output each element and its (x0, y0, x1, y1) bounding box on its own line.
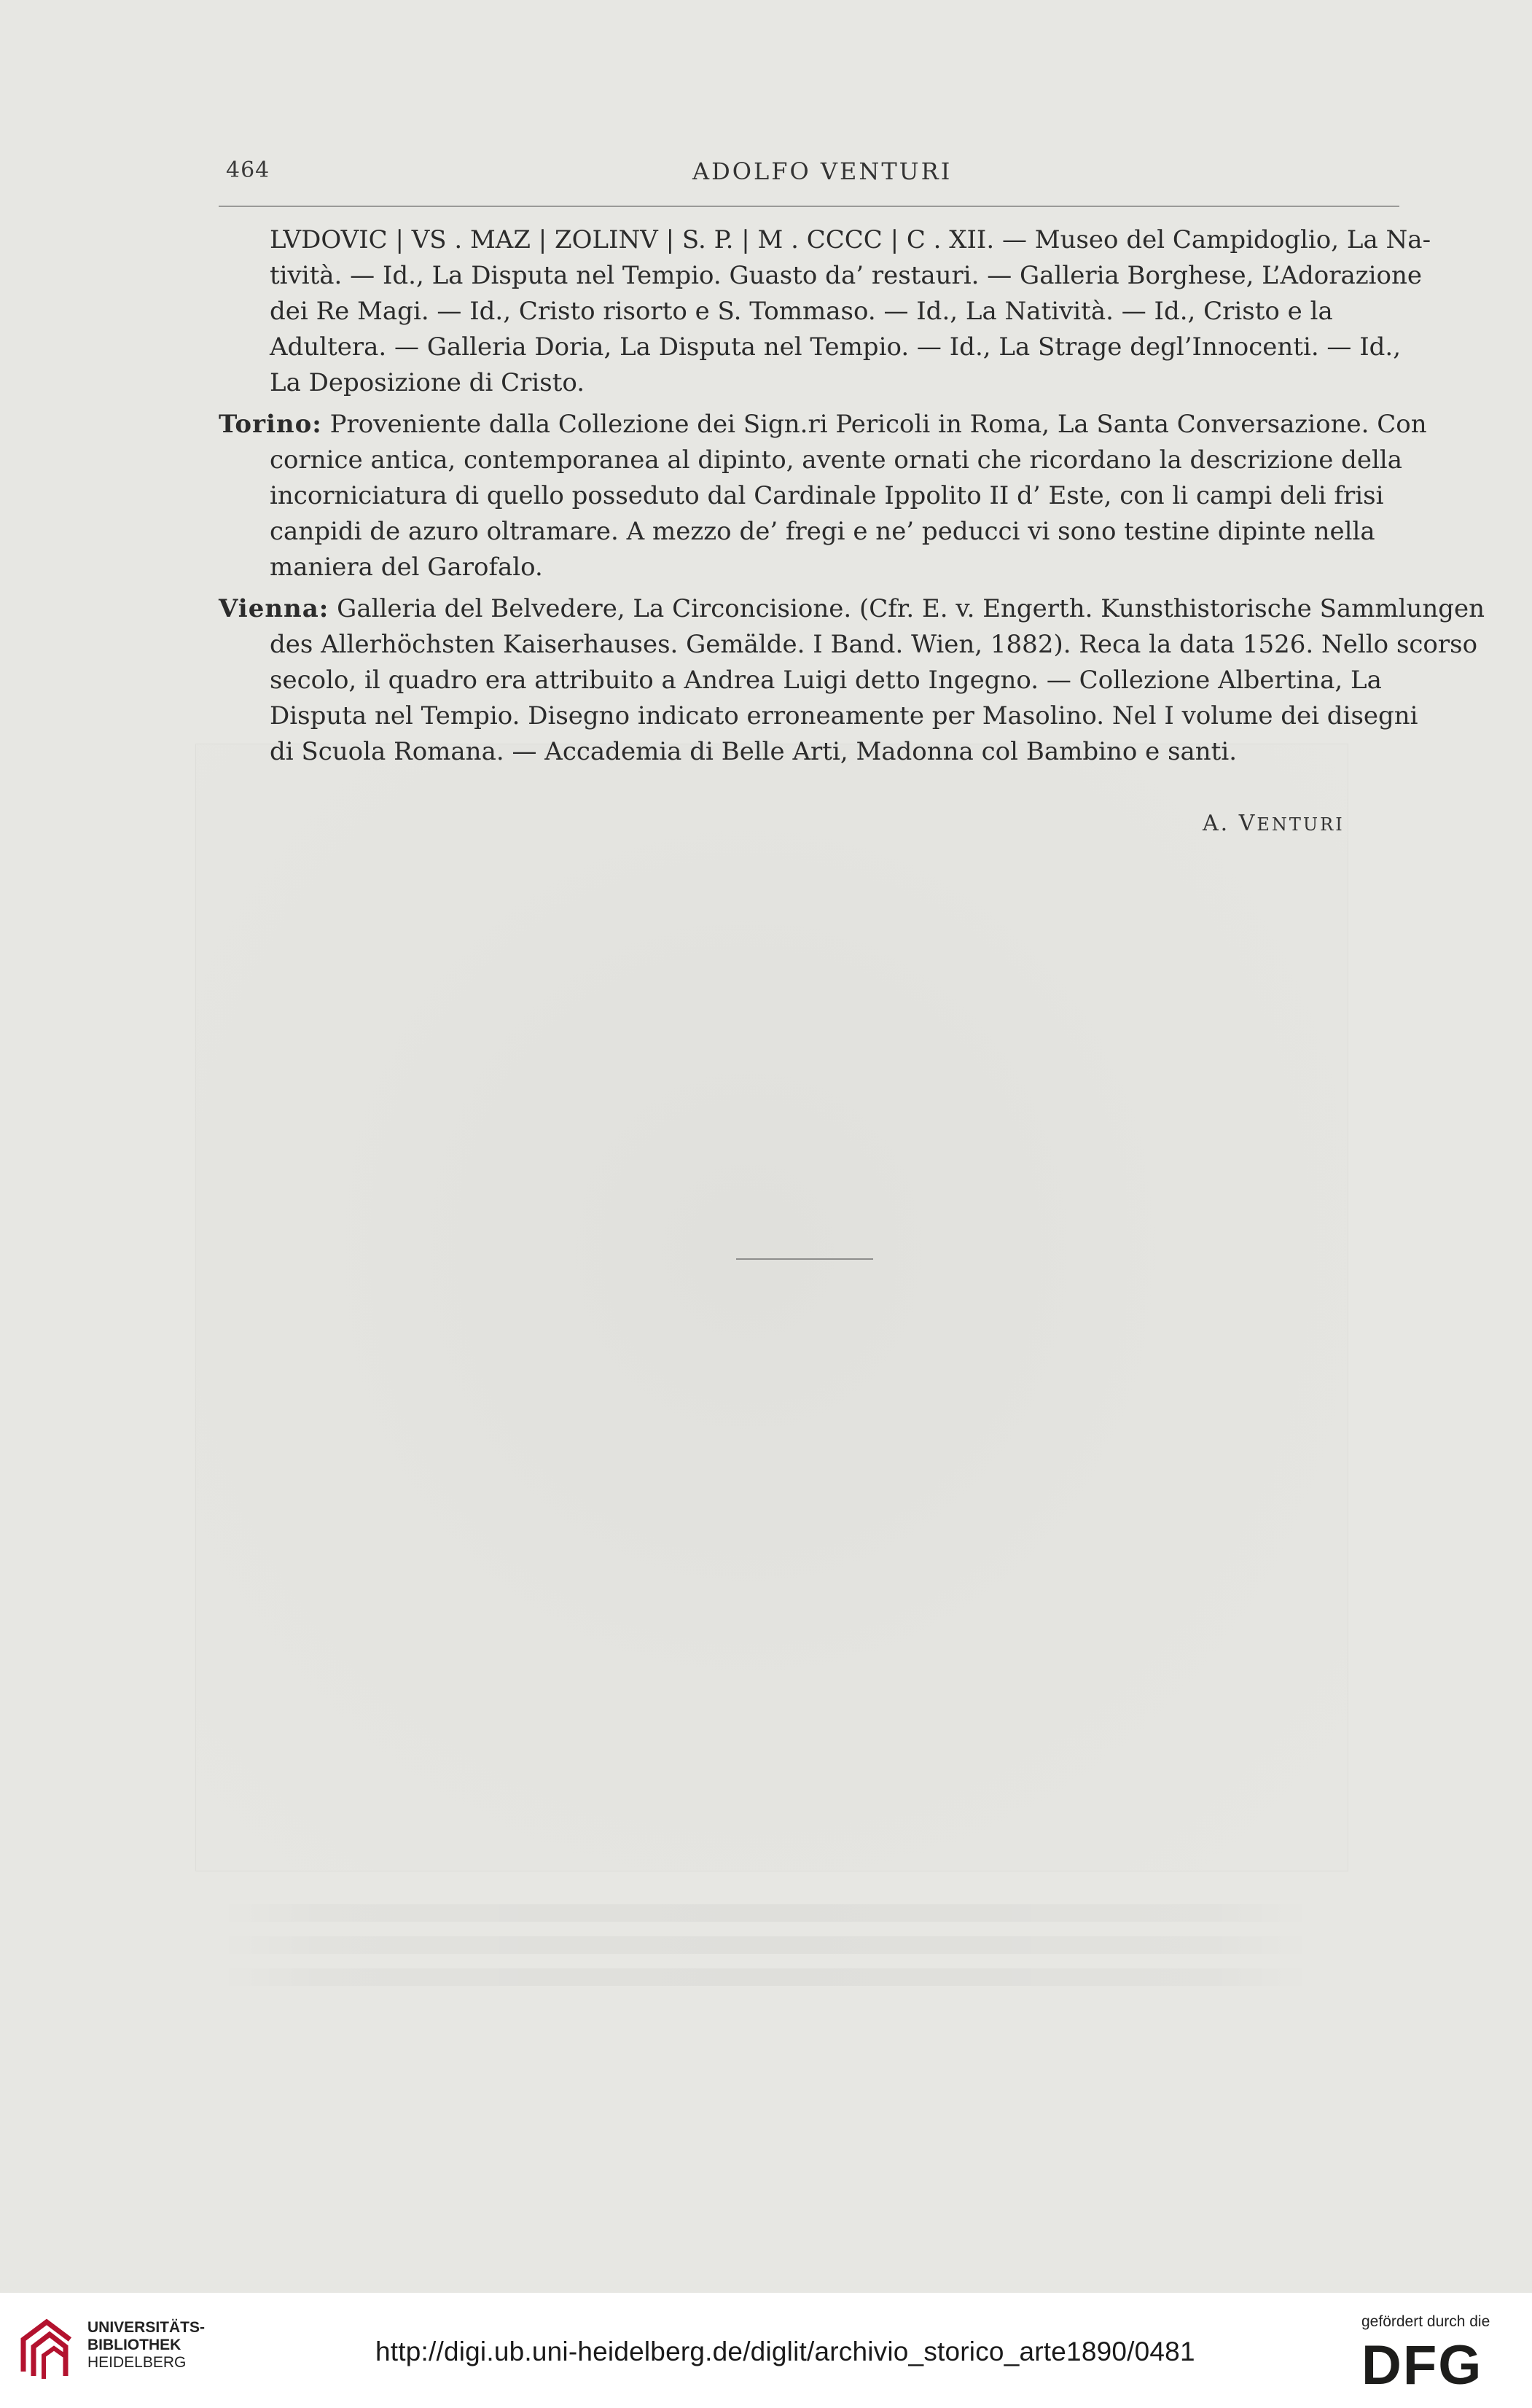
show-through-plate (195, 744, 1348, 1871)
header-rule (219, 206, 1399, 207)
text-line: secolo, il quadro era attribuito a Andrea Luigi detto Ingegno. — Collezione Albertina, La (270, 666, 1382, 695)
text-line: des Allerhöchsten Kaiserhauses. Gemälde. I Band. Wien, 1882). Reca la data 1526. Nello scorso (270, 630, 1478, 659)
entry-rome-continued (219, 222, 1431, 401)
signature-rest: ENTURI (1257, 814, 1345, 835)
city-heading: Torino: (219, 410, 322, 439)
text-line-content: Proveniente dalla Collezione dei Sign.ri Pericoli in Roma, La Santa Conversazione. Con (329, 410, 1427, 439)
text-line (219, 591, 1485, 627)
funder-block (1356, 2313, 1516, 2401)
library-name-line: UNIVERSITÄTS- (87, 2319, 206, 2336)
text-line: incorniciatura di quello posseduto dal Cardinale Ippolito II d’ Este, con li campi deli frisi (270, 481, 1384, 510)
page-header (219, 155, 1414, 191)
text-line (219, 407, 1427, 443)
page-number: 464 (226, 157, 270, 183)
text-line: di Scuola Romana. — Accademia di Belle Arti, Madonna col Bambino e santi. (270, 737, 1238, 766)
funded-by-label: gefördert durch die (1361, 2313, 1490, 2330)
text-line-content: Galleria del Belvedere, La Circoncisione. (Cfr. E. v. Engerth. Kunsthistorische Sammlungen (337, 594, 1485, 623)
author-signature (1203, 811, 1345, 836)
text-line: tività. — Id., La Disputa nel Tempio. Guasto da’ restauri. — Galleria Borghese, L’Adorazione (270, 261, 1423, 290)
digitization-footer (0, 2293, 1532, 2408)
dfg-logo-icon: DFG (1361, 2334, 1483, 2396)
running-head: ADOLFO VENTURI (692, 157, 953, 185)
text-line: Disputa nel Tempio. Disegno indicato erroneamente per Masolino. Nel I volume dei disegni (270, 701, 1418, 730)
text-line: cornice antica, contemporanea al dipinto, avente ornati che ricordano la descrizione della (270, 445, 1403, 475)
university-library-logo-icon (16, 2315, 77, 2380)
text-line: dei Re Magi. — Id., Cristo risorto e S. Tommaso. — Id., La Natività. — Id., Cristo e la (270, 297, 1333, 326)
signature-initial: A. V (1203, 811, 1257, 836)
library-name-line: HEIDELBERG (87, 2354, 187, 2371)
entry-torino (219, 407, 1427, 585)
text-line: canpidi de azuro oltramare. A mezzo de’ fregi e ne’ peducci vi sono testine dipinte nella (270, 517, 1375, 546)
text-line: Adultera. — Galleria Doria, La Disputa nel Tempio. — Id., La Strage degl’Innocenti. — Id., (270, 332, 1402, 362)
entry-vienna (219, 591, 1485, 770)
text-line: maniera del Garofalo. (270, 553, 543, 582)
show-through-caption (219, 1904, 1312, 1922)
body-text (219, 222, 1485, 776)
show-through-caption (219, 1936, 1312, 1954)
show-through-caption (219, 1968, 1312, 1986)
library-name-line: BIBLIOTHEK (87, 2337, 181, 2353)
city-heading: Vienna: (219, 594, 329, 623)
university-library-name (87, 2319, 205, 2372)
section-end-rule (736, 1258, 873, 1260)
text-line: La Deposizione di Cristo. (270, 368, 585, 397)
source-url[interactable]: http://digi.ub.uni-heidelberg.de/diglit/archivio_storico_arte1890/0481 (375, 2337, 1195, 2366)
text-line: LVDOVIC | VS . MAZ | ZOLINV | S. P. | M . CCCC | C . XII. — Museo del Campidoglio, La Na- (270, 225, 1431, 254)
